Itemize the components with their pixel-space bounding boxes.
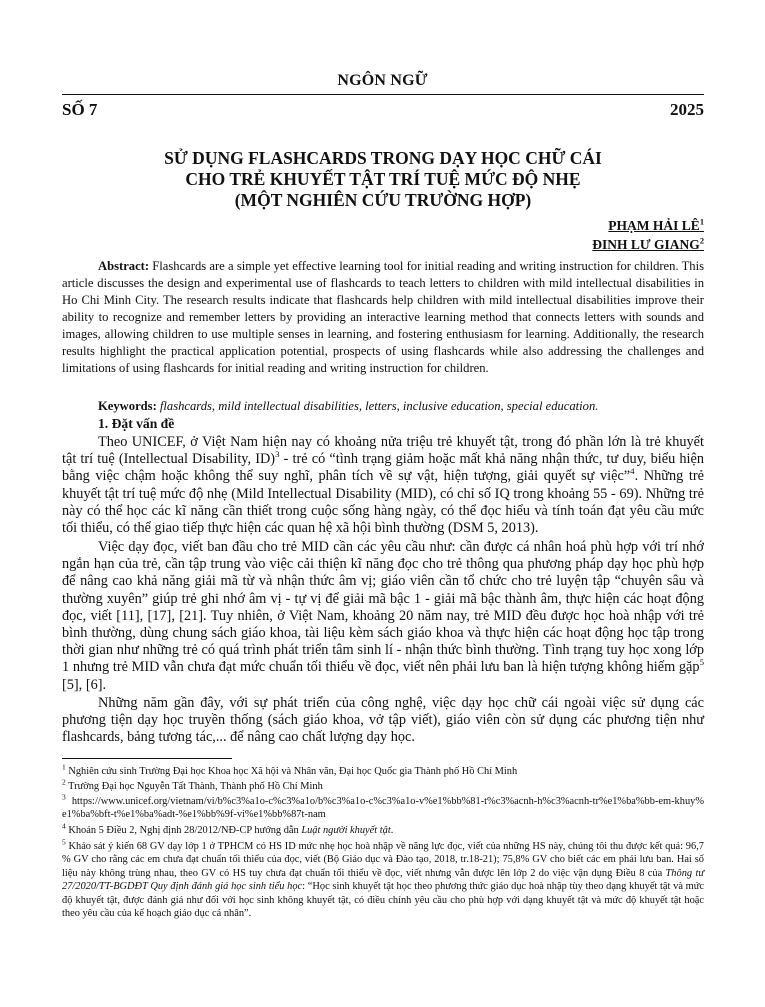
article-title <box>62 148 704 211</box>
footnote-2-number: 2 <box>62 777 66 787</box>
journal-name: NGÔN NGỮ <box>337 72 428 89</box>
footnote-5-end: : “Học sinh khuyết tật học theo phương thức giáo dục hoà nhập tùy theo dạng khuyết tật và mức độ khuyết tật, được đánh giá như đối với học sinh không khuyết tật, có điều chỉnh yêu cầu cho phù hợp với dạng khuyết tật và mức độ khuyết tật hoặc theo yêu cầu của kế hoạch giáo dục cá nhân”. <box>62 881 704 920</box>
footnote-4-end: . <box>390 825 394 836</box>
keywords-label: Keywords: <box>98 399 157 413</box>
paragraph-1-part-c: . Những trẻ khuyết tật trí tuệ mức độ nhẹ (Mild Intellectual Disability (MID), có chỉ số IQ trong khoảng 55 - 69). Những trẻ này có thể học các kĩ năng cần thiết trong cuộc sống hàng ngày, có thể đọc hiểu và tính toán đạt yêu cầu mức tối thiểu, có thể giao tiếp thực hiện các quan hệ xã hội bình thường (DSM 5, 2013). <box>62 468 704 537</box>
abstract-text: Flashcards are a simple yet effective learning tool for initial reading and writing instruction for children. This article discusses the design and experimental use of flashcards to teach letters to children with mild intellectual disabilities in Ho Chi Minh City. The research results indicate that flashcards help children with mild intellectual disabilities improve their ability to recognize and remember letters by providing an interactive learning method that connects letters with sounds and images, allowing children to use multiple senses in learning, and fostering enthusiasm for learning. Additionally, the research results highlight the practical application potential, prospects of using flashcards while also addressing the challenges and limitations of using flashcards for initial reading and writing instruction for children. <box>62 259 704 376</box>
footnote-5-italic: Thông tư 27/2020/TT-BGDĐT Quy định đánh giá học sinh tiểu học <box>62 867 704 893</box>
header-rule <box>62 94 704 95</box>
paragraph-2 <box>62 539 704 694</box>
keywords <box>62 398 704 415</box>
paragraph-2-part-b: [5], [6]. <box>62 676 107 693</box>
keywords-text: flashcards, mild intellectual disabilities, letters, inclusive education, special education. <box>159 399 599 413</box>
title-line-1: SỬ DỤNG FLASHCARDS TRONG DẠY HỌC CHỮ CÁI <box>164 148 602 168</box>
title-line-2: CHO TRẺ KHUYẾT TẬT TRÍ TUỆ MỨC ĐỘ NHẸ <box>185 169 581 189</box>
footnote-ref-3: 3 <box>275 449 280 460</box>
footnote-3 <box>62 792 704 822</box>
paragraph-1-part-b: - trẻ có “tình trạng giảm hoặc mất khả năng nhận thức, tư duy, biểu hiện bằng việc chậm hoặc không thể suy nghĩ, phân tích về sự vật, hiện tượng, giải quyết sự việc” <box>62 451 704 485</box>
footnote-2 <box>62 777 704 793</box>
paragraph-3: Những năm gần đây, với sự phát triển của công nghệ, việc dạy học chữ cái ngoài việc sử dụng các phương tiện dạy học truyền thống (sách giáo khoa, vở tập viết), giáo viên còn sử dụng các phương tiện như flashcards, bảng tương tác,... để nâng cao chất lượng dạy học. <box>62 695 704 746</box>
section-heading: 1. Đặt vấn đề <box>98 416 175 431</box>
author-1-footnote-ref: 1 <box>699 217 704 227</box>
footnote-ref-4: 4 <box>630 466 635 477</box>
author-1-name: PHẠM HẢI LÊ <box>608 218 700 233</box>
paragraph-1 <box>62 434 704 537</box>
footnote-5-number: 5 <box>62 837 66 847</box>
author-2-footnote-ref: 2 <box>699 236 704 246</box>
paragraph-2-part-a: Việc dạy đọc, viết ban đầu cho trẻ MID cần các yêu cầu như: cần được cá nhân hoá phù hợp với trí nhớ ngắn hạn của trẻ, cần tập trung vào việc cải thiện kĩ năng đọc cho trẻ thông qua phương pháp dạy học phù hợp để nâng cao khả năng giải mã từ và nhận thức âm vị; giáo viên cần tổ chức cho trẻ luyện tập “chuyên sâu và thường xuyên” giúp trẻ ghi nhớ âm vị - tự vị để giải mã bậc 1 - giải mã bậc thành âm, thực hiện các hoạt động đọc, viết [11], [17], [21]. Tuy nhiên, ở Việt Nam, khoảng 20 năm nay, trẻ MID đều được học hoà nhập với trẻ bình thường, dùng chung sách giáo khoa, tài liệu kèm sách giáo khoa và thực hiện các hoạt động học tập trong thời gian như những trẻ có quá trình phát triển tâm sinh lí - nhận thức bình thường. Tình trạng tuy học xong lớp 1 nhưng trẻ MID vẫn chưa đạt mức chuẩn tối thiểu về đọc, viết nên phải lưu ban là hiện tượng không hiếm gặp <box>62 539 704 676</box>
footnote-5-text: Khảo sát ý kiến 68 GV dạy lớp 1 ở TPHCM có HS ID mức nhẹ học hoà nhập về năng lực đọc, viết của những HS này, chúng tôi thu được kết quả: 96,7 % GV cho rằng các em chưa đạt chuẩn tối thiểu của đọc, viết (Bộ Giáo dục và Đào tạo, 2018, tr.18-21); 75,8% GV cho biết các em phải lưu ban. Hai số liệu này không trùng nhau, theo GV có HS tuy chưa đạt chuẩn tối thiểu về đọc, viết nhưng vẫn được lên lớp 2 do việc vận dụng Điều 8 của <box>62 841 704 879</box>
footnote-1-text: Nghiên cứu sinh Trường Đại học Khoa học Xã hội và Nhân văn, Đại học Quốc gia Thành phố Hồ Chí Minh <box>65 766 518 777</box>
footnote-3-link[interactable]: https://www.unicef.org/vietnam/vi/b%c3%a1o-c%c3%a1o/b%c3%a1o-c%c3%a1o-v%e1%bb%81-t%c3%acnh-h%c3%acnh-tr%e1%ba%bb-em-khuy%e1%ba%bft-t%e1%ba%adt-%e1%bb%9f-vi%e1%bb%87t-nam <box>62 796 704 821</box>
footnote-1 <box>62 762 704 778</box>
paragraph-1-part-a: Theo UNICEF, ở Việt Nam hiện nay có khoảng nửa triệu trẻ khuyết tật, trong đó phần lớn là trẻ khuyết tật trí tuệ (Intellectual Disability, ID) <box>62 434 704 468</box>
footnote-rule <box>62 758 232 759</box>
footnote-5 <box>62 837 704 920</box>
footnote-4-text: Khoản 5 Điều 2, Nghị định 28/2012/NĐ-CP hướng dẫn <box>65 825 302 836</box>
footnote-ref-5: 5 <box>699 657 704 668</box>
author-2 <box>592 235 704 254</box>
title-line-3: (MỘT NGHIÊN CỨU TRƯỜNG HỢP) <box>234 190 532 210</box>
author-2-name: ĐINH LƯ GIANG <box>592 237 700 252</box>
footnote-4-italic: Luật người khuyết tật <box>301 825 391 836</box>
issue-year: 2025 <box>670 100 704 119</box>
footnote-1-number: 1 <box>62 762 66 772</box>
footnote-4-number: 4 <box>62 821 66 831</box>
footnote-4 <box>62 821 704 837</box>
abstract-label: Abstract: <box>98 259 150 273</box>
author-1 <box>592 216 704 235</box>
abstract <box>62 258 704 377</box>
issue-number: SỐ 7 <box>62 100 98 119</box>
footnote-2-text: Trường Đại học Nguyễn Tất Thành, Thành phố Hồ Chí Minh <box>65 781 323 792</box>
author-list <box>592 216 704 254</box>
footnote-3-number: 3 <box>62 792 66 802</box>
